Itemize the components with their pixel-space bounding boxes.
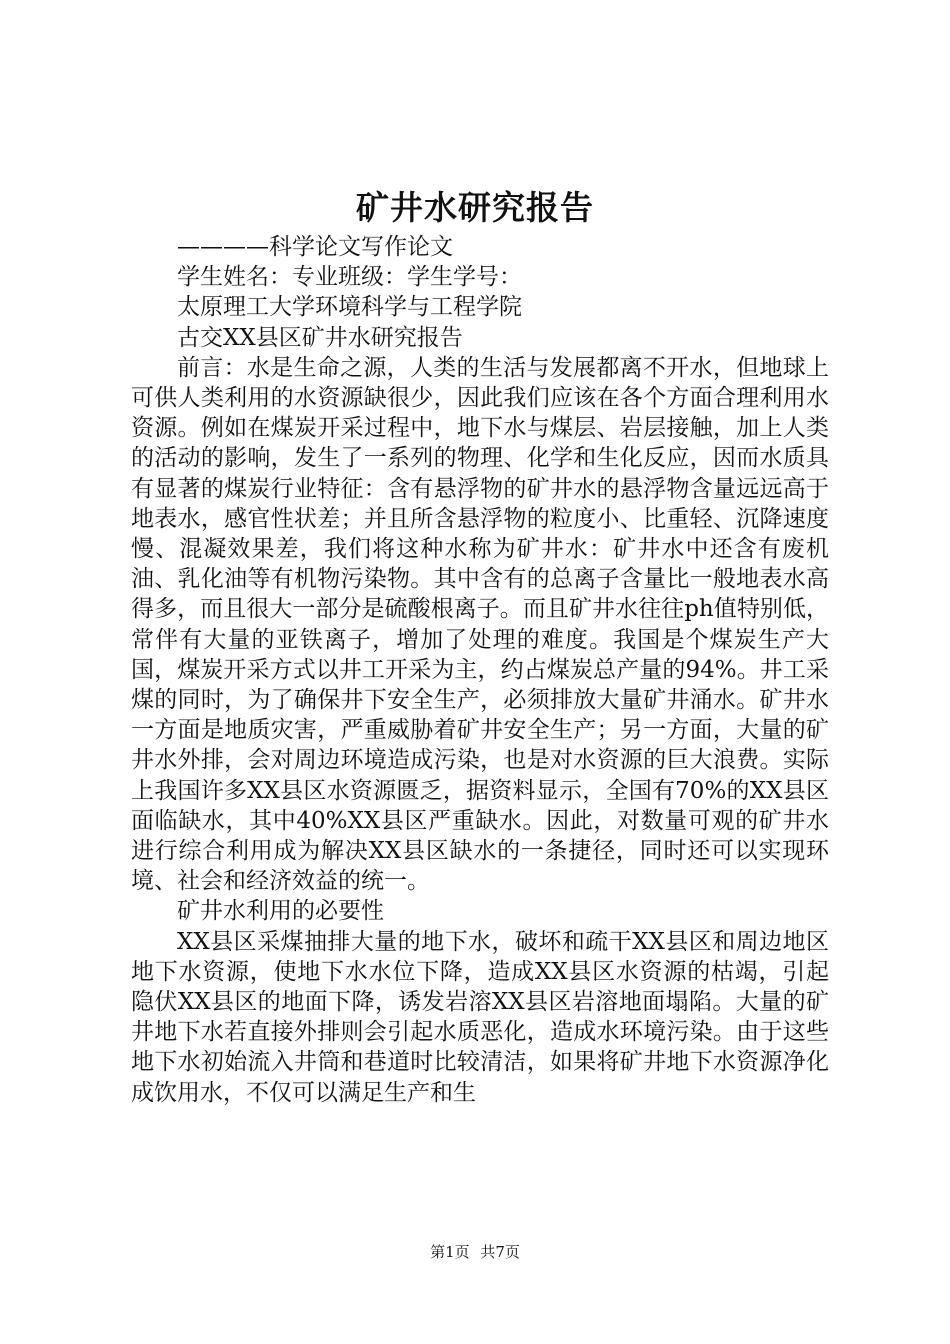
student-info-line: 学生姓名：专业班级：学生学号： <box>177 264 522 291</box>
report-name-line: 古交XX县区矿井水研究报告 <box>177 324 463 351</box>
subtitle-line: ————科学论文写作论文 <box>177 234 453 260</box>
document-title: 矿井水研究报告 <box>356 188 594 227</box>
preface-paragraph: 前言：水是生命之源，人类的生活与发展都离不开水，但地球上可供人类利用的水资源缺很少，因此我们应该在各个方面合理利用水资源。例如在煤炭开采过程中，地下水与煤层、岩层接触，加上人类的活动的影响，发生了一系列的物理、化学和生化反应，因而水质具有显著的煤炭行业特征：含有悬浮物的矿井水的悬浮物含量远远高于地表水，感官性状差；并且所含悬浮物的粒度小、比重轻、沉降速度慢、混凝效果差，我们将这种水称为矿井水：矿井水中还含有废机油、乳化油等有机物污染物。其中含有的总离子含量比一般地表水高得多，而且很大一部分是硫酸根离子。而且矿井水往往ph值特别低，常伴有大量的亚铁离子，增加了处理的难度。我国是个煤炭生产大国，煤炭开采方式以井工开采为主，约占煤炭总产量的94%。井工采煤的同时，为了确保井下安全生产，必须排放大量矿井涌水。矿井水一方面是地质灾害，严重威胁着矿井安全生产；另一方面，大量的矿井水外排，会对周边环境造成污染，也是对水资源的巨大浪费。实际上我国许多XX县区水资源匮乏，据资料显示，全国有70%的XX县区面临缺水，其中40%XX县区严重缺水。因此，对数量可观的矿井水进行综合利用成为解决XX县区缺水的一条捷径，同时还可以实现环境、社会和经济效益的统一。 <box>131 354 829 895</box>
section-heading: 矿井水利用的必要性 <box>177 898 384 925</box>
document-body <box>131 232 829 1108</box>
page-number: 第1页 <box>430 1243 470 1261</box>
school-line: 太原理工大学环境科学与工程学院 <box>177 294 522 321</box>
section-paragraph: XX县区采煤抽排大量的地下水，破坏和疏干XX县区和周边地区地下水资源，使地下水水位下降，造成XX县区水资源的枯竭，引起隐伏XX县区的地面下降，诱发岩溶XX县区岩溶地面塌陷。大量的矿井地下水若直接外排则会引起水质恶化，造成水环境污染。由于这些地下水初始流入井筒和巷道时比较清洁，如果将矿井地下水资源净化成饮用水，不仅可以满足生产和生 <box>131 928 829 1106</box>
page-footer <box>0 1240 950 1264</box>
page-total: 共7页 <box>480 1243 520 1261</box>
